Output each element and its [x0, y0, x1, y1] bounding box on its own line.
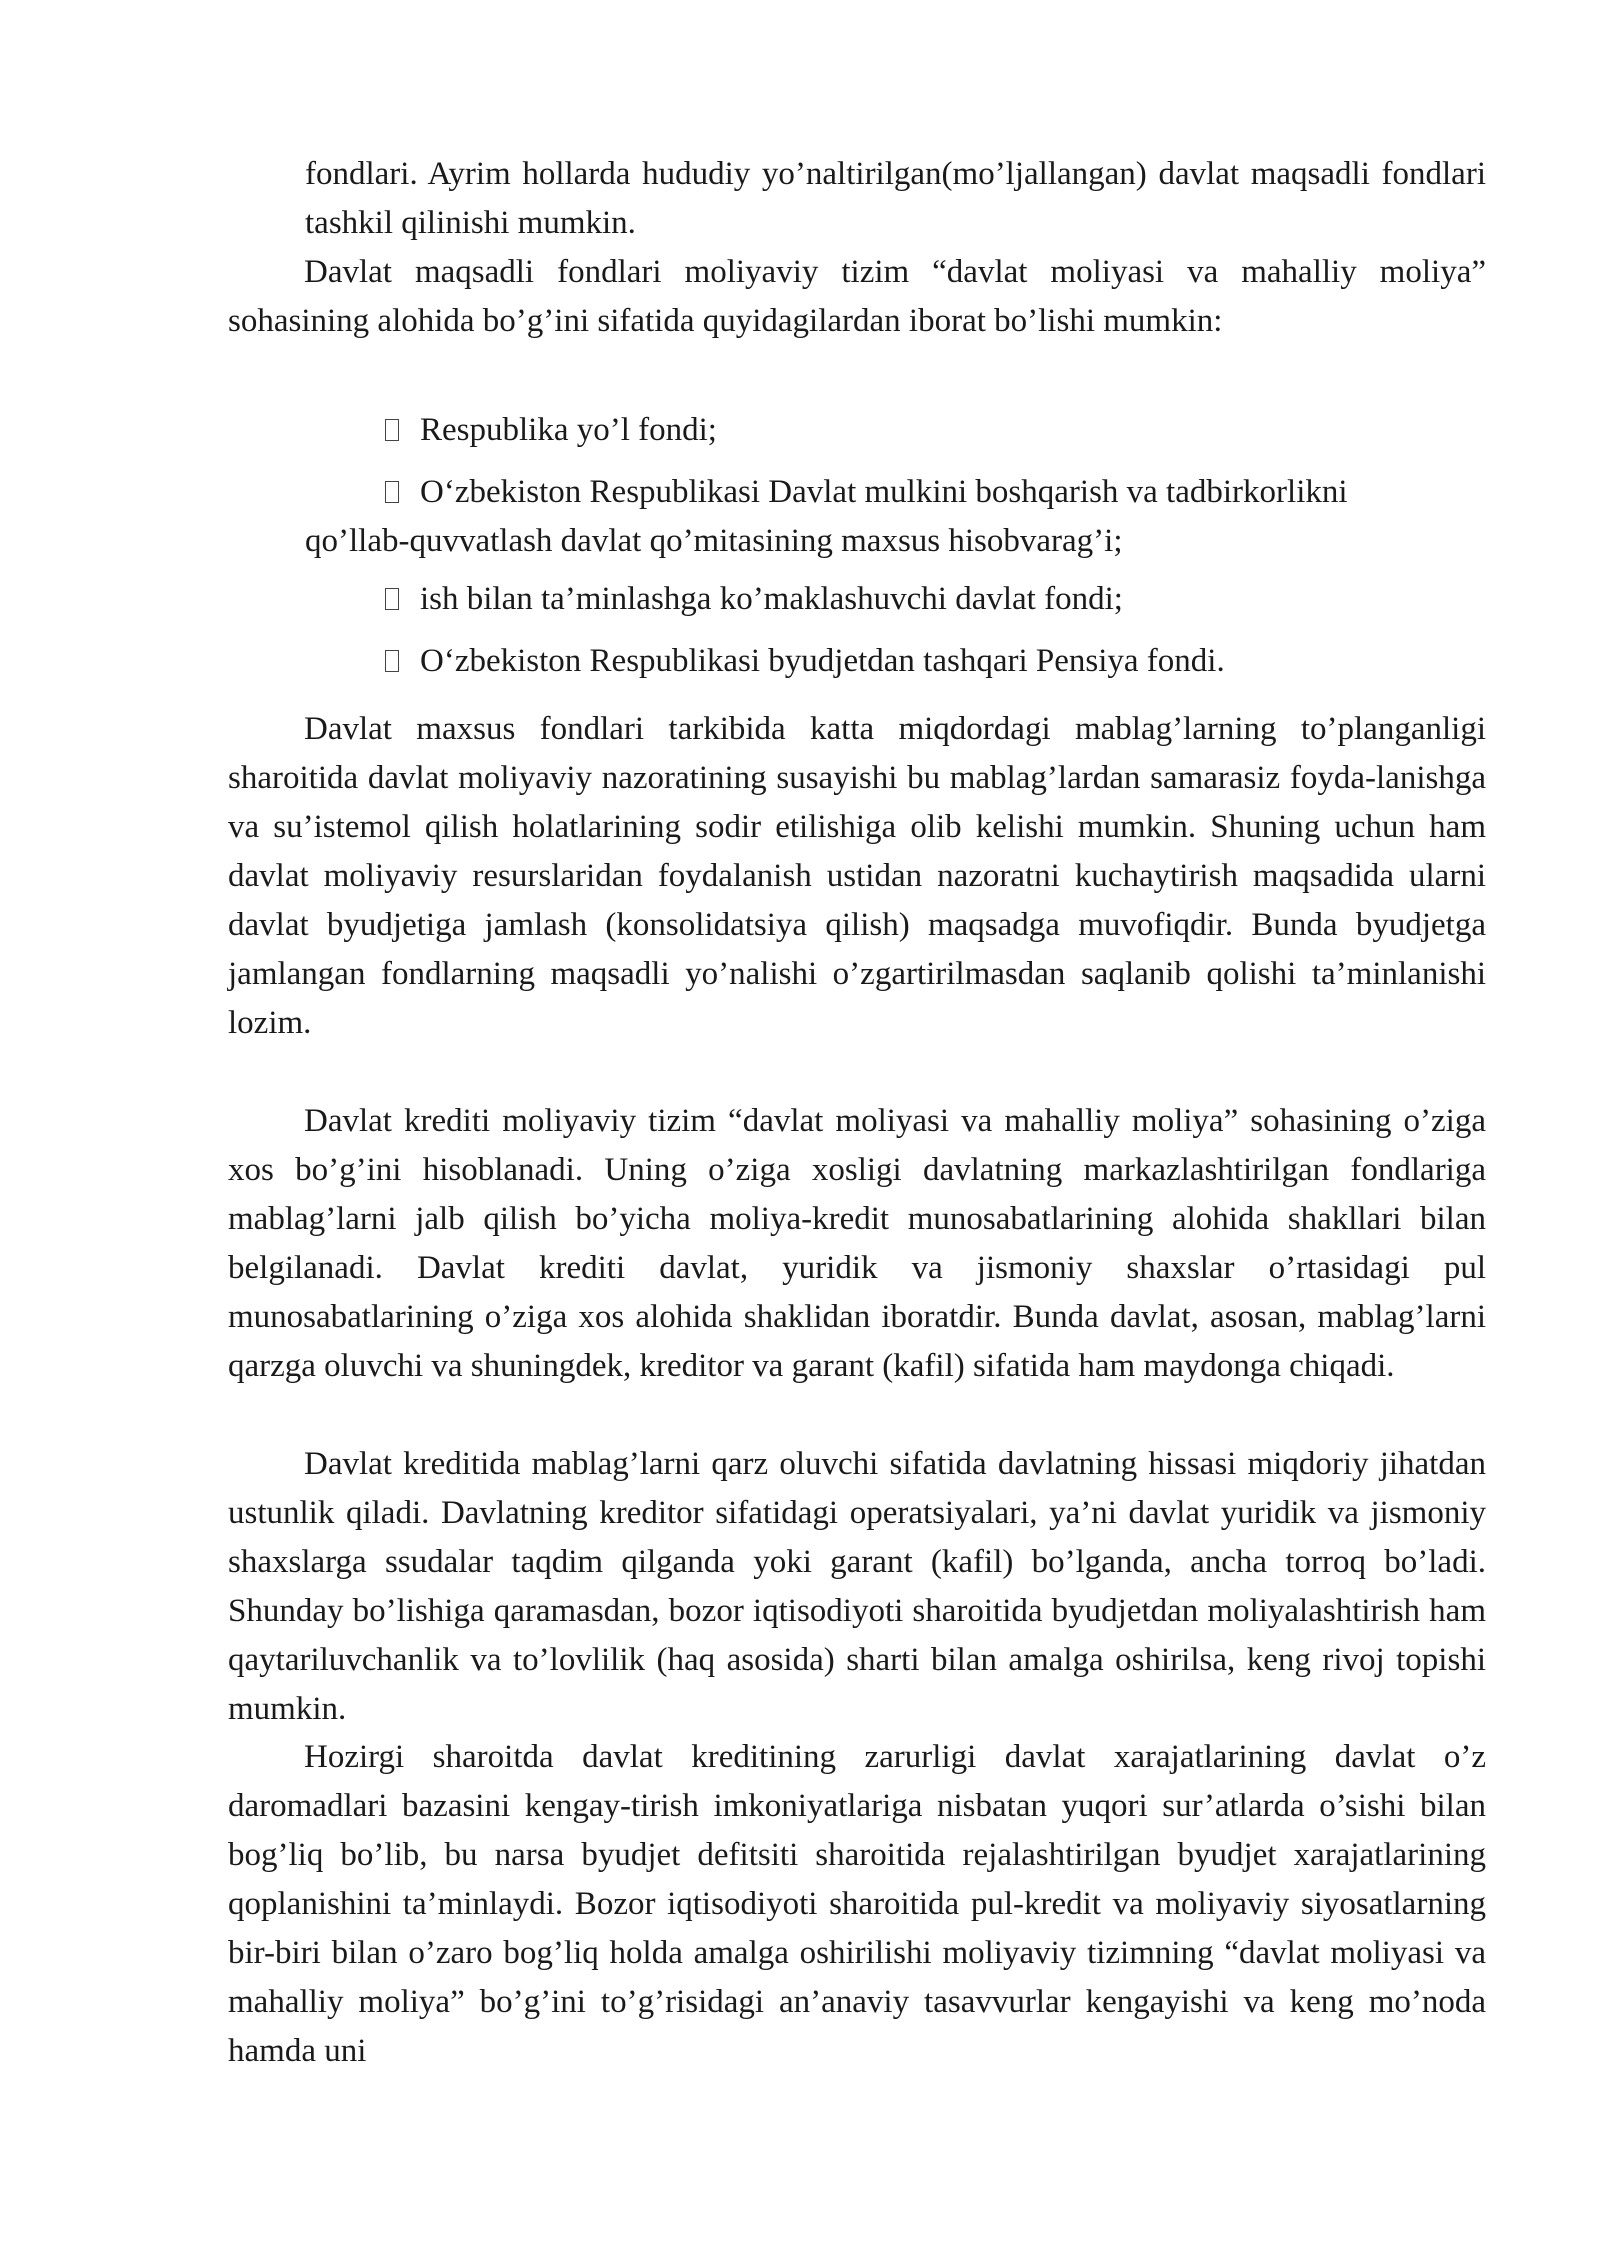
body-paragraph: Davlat kreditida mablag’larni qarz oluvchi sifatida davlatning hissasi miqdoriy jihatdan ustunlik qiladi. Davlatning kreditor sifatidagi operatsiyalari, ya’ni davlat yuridik va jismoniy shaxslarga ssudalar taqdim qilganda yoki garant (kafil) bo’lganda, ancha torroq bo’ladi. Shunday bo’lishiga qaramasdan, bozor iqtisodiyoti sharoitida byudjetdan moliyalashtirish ham qaytariluvchanlik va to’lovlilik (haq asosida) sharti bilan amalga oshirilsa, keng rivoj topishi mumkin. — [228, 1446, 1486, 1727]
list-item: O‘zbekiston Respublikasi byudjetdan tashqari Pensiya fondi. — [305, 637, 1486, 686]
list-item: O‘zbekiston Respublikasi Davlat mulkini boshqarish va tadbirkorlikni qo’llab-quvvatlash davlat qo’mitasining maxsus hisobvarag’i; — [305, 474, 1348, 559]
fund-list — [305, 406, 1486, 686]
continuation-paragraph: fondlari. Ayrim hollarda hududiy yo’naltirilgan(mo’ljallangan) davlat maqsadli fondlari tashkil qilinishi mumkin. — [305, 156, 1486, 241]
list-item: ish bilan ta’minlashga ko’maklashuvchi davlat fondi; — [305, 575, 1486, 624]
list-item: Respublika yo’l fondi; — [305, 406, 1486, 455]
body-paragraph: Hozirgi sharoitda davlat kreditining zarurligi davlat xarajatlarining davlat o’z daromadlari bazasini kengay-tirish imkoniyatlariga nisbatan yuqori sur’atlarda o’sishi bilan bog’liq bo’lib, bu narsa byudjet defitsiti sharoitida rejalashtirilgan byudjet xarajatlarining qoplanishini ta’minlaydi. Bozor iqtisodiyoti sharoitida pul-kredit va moliyaviy siyosatlarning bir-biri bilan o’zaro bog’liq holda amalga oshirilishi moliyaviy tizimning “davlat moliyasi va mahalliy moliya” bo’g’ini to’g’risidagi an’anaviy tasavvurlar kengayishi va keng mo’noda hamda uni — [228, 1739, 1486, 2069]
square-bullet-icon — [385, 419, 399, 441]
body-paragraph: Davlat krediti moliyaviy tizim “davlat moliyasi va mahalliy moliya” sohasining o’ziga xos bo’g’ini hisoblanadi. Uning o’ziga xosligi davlatning markazlashtirilgan fondlariga mablag’larni jalb qilish bo’yicha moliya-kredit munosabatlarining alohida shakllari bilan belgilanadi. Davlat krediti davlat, yuridik va jismoniy shaxslar o’rtasidagi pul munosabatlarining o’ziga xos alohida shaklidan iboratdir. Bunda davlat, asosan, mablag’larni qarzga oluvchi va shuningdek, kreditor va garant (kafil) sifatida ham maydonga chiqadi. — [228, 1103, 1486, 1384]
square-bullet-icon — [385, 588, 399, 610]
intro-paragraph: Davlat maqsadli fondlari moliyaviy tizim “davlat moliyasi va mahalliy moliya” sohasining alohida bo’g’ini sifatida quyidagilardan iborat bo’lishi mumkin: — [228, 254, 1486, 339]
square-bullet-icon — [385, 650, 399, 672]
square-bullet-icon — [385, 481, 399, 503]
body-paragraph: Davlat maxsus fondlari tarkibida katta miqdordagi mablag’larning to’planganligi sharoitida davlat moliyaviy nazoratining susayishi bu mablag’lardan samarasiz foyda-lanishga va su’istemol qilish holatlarining sodir etilishiga olib kelishi mumkin. Shuning uchun ham davlat moliyaviy resurslaridan foydalanish ustidan nazoratni kuchaytirish maqsadida ularni davlat byudjetiga jamlash (konsolidatsiya qilish) maqsadga muvofiqdir. Bunda byudjetga jamlangan fondlarning maqsadli yo’nalishi o’zgartirilmasdan saqlanib qolishi ta’minlanishi lozim. — [228, 711, 1486, 1041]
